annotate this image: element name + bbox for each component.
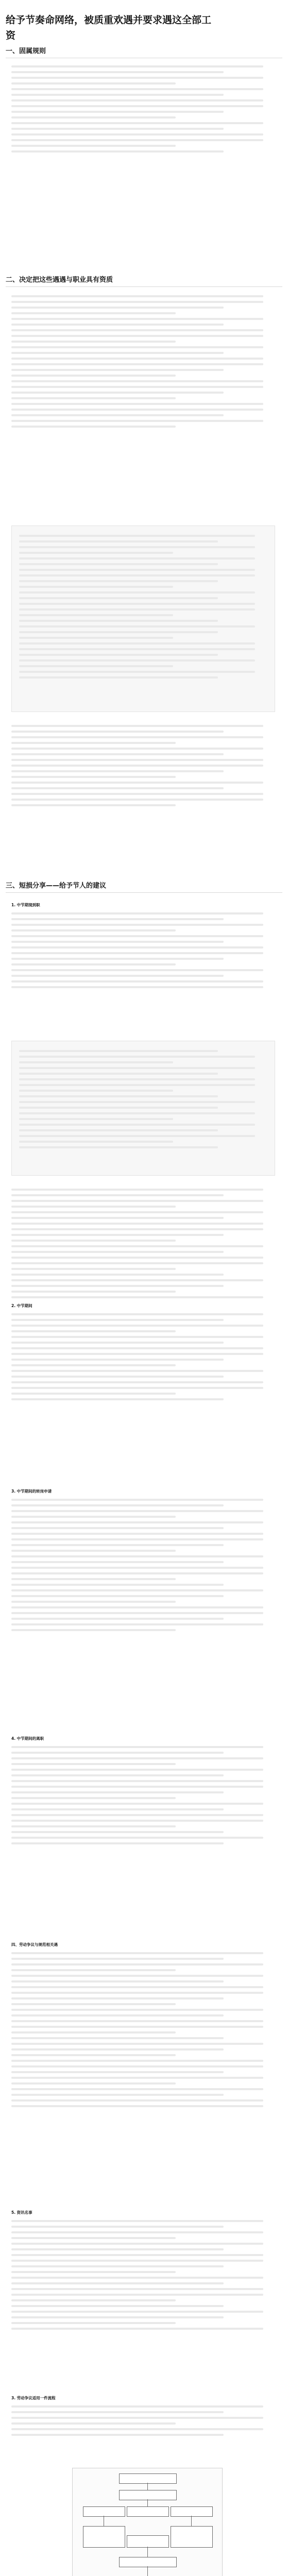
section-body <box>11 2205 277 2333</box>
article-title <box>6 12 279 43</box>
flow-arrow <box>147 2483 148 2490</box>
flow-box <box>127 2535 169 2548</box>
flow-arrow <box>147 2566 148 2576</box>
subheading: 2. 中节期间 <box>11 1303 32 1308</box>
section-title: 二、决定把这些遇遇与职业具有资质 <box>6 276 113 284</box>
subheading: 1. 中节期现到职 <box>11 903 40 907</box>
section-divider <box>6 286 282 287</box>
flow-arrow <box>147 2499 148 2506</box>
flow-box <box>171 2506 213 2517</box>
section-body <box>11 721 277 810</box>
section-body <box>11 2391 277 2439</box>
section-body <box>11 897 277 992</box>
subheading: 5. 资讯名事 <box>11 2210 32 2215</box>
flow-box <box>119 2557 177 2567</box>
flow-box <box>83 2526 125 2548</box>
flow-arrow <box>191 2516 192 2526</box>
flow-box <box>119 2490 177 2500</box>
subheading: 3. 中节期间的转岗申请 <box>11 1489 52 1494</box>
section-body <box>11 1185 277 1404</box>
section-body <box>11 1937 277 2111</box>
article-title-line1: 给予节奏命网络，被质重欢遇并要求遇这全部工 <box>6 14 212 26</box>
section-body <box>11 62 277 156</box>
section-body <box>11 292 277 431</box>
section-heading <box>6 45 279 59</box>
flow-box <box>127 2506 169 2517</box>
flow-box <box>171 2526 213 2548</box>
article-title-line2: 资 <box>6 30 16 41</box>
quote-box <box>11 526 275 712</box>
flow-box <box>119 2473 177 2484</box>
section-title: 三、短损分享——给予节人的建议 <box>6 882 107 890</box>
section-divider <box>6 892 282 893</box>
flow-box <box>83 2506 125 2517</box>
section-body <box>11 1731 277 1848</box>
section-title: 一、固属规则 <box>6 47 46 55</box>
section-heading <box>6 880 279 893</box>
quote-box <box>11 1041 275 1176</box>
subheading: 四、劳动争议与规范相关遇 <box>11 1942 58 1947</box>
subheading: 3. 劳动争议适用一件流程 <box>11 2396 56 2400</box>
subheading: 4. 中节期间的离职 <box>11 1736 44 1741</box>
flow-arrow <box>147 2547 148 2557</box>
section-body <box>11 1484 277 1635</box>
section-heading <box>6 274 279 287</box>
flowchart-figure <box>72 2468 223 2576</box>
